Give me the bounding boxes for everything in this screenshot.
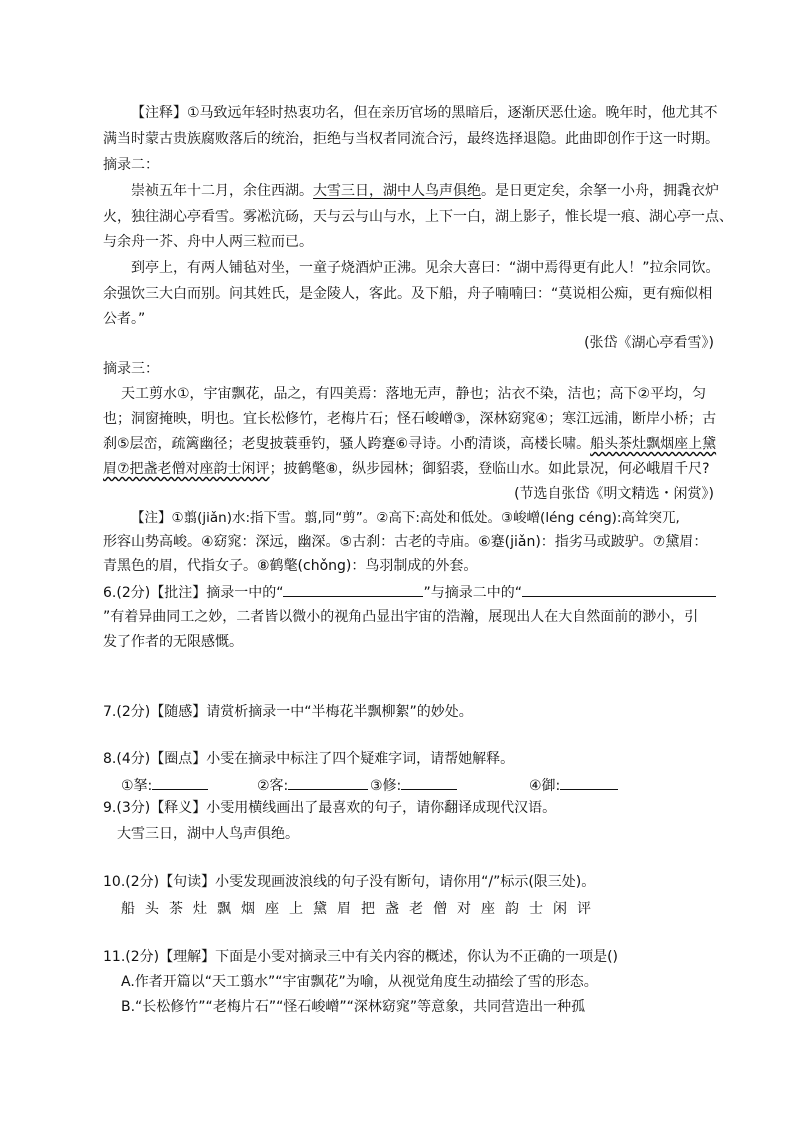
q8-label: ②客: (257, 778, 289, 794)
question-6-line3: 发了作者的无限感慨。 (103, 634, 243, 650)
answer-blank[interactable] (560, 775, 618, 790)
excerpt3-text: ；披鹤氅⑧，纵步园林；御貂裘，登临山水。如此景况，何必峨眉千尺? (269, 461, 710, 477)
excerpt2-text: 。是日更定矣，余拏一小舟，拥毳衣炉 (481, 183, 719, 199)
excerpt2-heading: 摘录二： (103, 157, 159, 173)
question-11: 11.(2分)【理解】下面是小雯对摘录三中有关内容的概述，你认为不正确的一项是() (103, 949, 619, 965)
excerpt3-source: (节选自张岱《明文精选・闲赏》) (514, 486, 714, 502)
excerpt3-note-line3: 青黑色的眉，代指女子。⑧鹤氅(chǒng)：鸟羽制成的外套。 (103, 558, 478, 574)
answer-blank[interactable] (152, 775, 208, 790)
question-9: 9.(3分)【释义】小雯用横线画出了最喜欢的句子，请你翻译成现代汉语。 (103, 800, 557, 816)
question-10: 10.(2分)【句读】小雯发现画波浪线的句子没有断句，请你用“/”标示(限三处)。 (103, 874, 596, 890)
answer-blank[interactable] (522, 582, 716, 597)
excerpt3-heading: 摘录三： (103, 361, 159, 377)
excerpt2-p1-line3: 与余舟一芥、舟中人两三粒而已。 (103, 234, 313, 250)
q8-item-4 (529, 775, 618, 795)
q11-option-b: B.“长松修竹”“老梅片石”“怪石峻嶒”“深林窈窕”等意象，共同营造出一种孤 (121, 999, 586, 1015)
excerpt3-text: 刹⑤层峦，疏篱幽径；老叟披蓑垂钓，骚人跨蹇⑥寻诗。小酌清谈，高楼长啸。 (103, 436, 591, 452)
excerpt2-p1-line2: 火，独往湖心亭看雪。雾凇沆砀，天与云与山与水，上下一白，湖上影子，惟长堤一痕、湖心亭一点、 (103, 209, 733, 225)
question-6-line2: ”有着异曲同工之妙，二者皆以微小的视角凸显出宇宙的浩瀚，展现出人在大自然面前的渺小，引 (103, 609, 699, 625)
q6-text: 6.(2分)【批注】摘录一中的“ (103, 585, 284, 601)
excerpt3-line1: 天工剪水①，宇宙飘花，品之，有四美焉：落地无声，静也；沾衣不染，洁也；高下②平均，匀 (121, 386, 707, 402)
q9-sentence: 大雪三日，湖中人鸟声俱绝。 (117, 826, 299, 842)
excerpt2-p2-line3: 公者。” (103, 311, 146, 327)
q8-item-3 (370, 775, 457, 795)
question-6-line1 (103, 582, 716, 602)
note1-line1: 【注释】①马致远年轻时热衷功名，但在亲历官场的黑暗后，逐渐厌恶仕途。晚年时，他尤其不 (131, 105, 718, 121)
q8-label: ④御: (529, 778, 561, 794)
q11-option-a: A.作者开篇以“天工翦水”“宇宙飘花”为喻，从视觉角度生动描绘了雪的形态。 (121, 974, 598, 990)
excerpt3-note-line1: 【注】①翦(jiǎn)水:指下雪。翦,同“剪”。②高下:高处和低处。③峻嶒(léng céng):高耸突兀, (131, 510, 680, 526)
answer-blank[interactable] (288, 775, 368, 790)
excerpt2-p1-line1 (131, 182, 719, 200)
excerpt2-text: 崇祯五年十二月，余住西湖。 (131, 183, 313, 199)
excerpt3-line4 (103, 460, 710, 478)
q6-text: ”与摘录二中的“ (423, 585, 522, 601)
underlined-sentence: 大雪三日，湖中人鸟声俱绝 (313, 183, 481, 199)
answer-blank[interactable] (401, 775, 457, 790)
excerpt3-line2: 也；洞窗掩映，明也。宜长松修竹，老梅片石；怪石峻嶒③，深林窈窕④；寒江远浦，断岸小桥；古 (103, 411, 717, 427)
excerpt2-p2-line1: 到亭上，有两人铺毡对坐，一童子烧酒炉正沸。见余大喜曰：“湖中焉得更有此人！”拉余同饮。 (131, 260, 720, 276)
excerpt2-source: (张岱《湖心亭看雪》) (584, 335, 714, 351)
question-7: 7.(2分)【随感】请赏析摘录一中“半梅花半飘柳絮”的妙处。 (103, 704, 473, 720)
wavy-underlined-text: 眉⑦把盏老僧对座韵士闲评 (103, 461, 270, 477)
q10-sentence: 船头茶灶飘烟座上黛眉把盏老僧对座韵士闲评 (121, 901, 601, 917)
excerpt2-p2-line2: 余强饮三大白而别。问其姓氏，是金陵人，客此。及下船，舟子喃喃曰：“莫说相公痴，更有痴似相 (103, 286, 713, 302)
q8-label: ①拏: (121, 778, 153, 794)
q8-label: ③修: (370, 778, 402, 794)
answer-blank[interactable] (283, 582, 423, 597)
excerpt3-note-line2: 形容山势高峻。④窈窕：深远，幽深。⑤古刹：古老的寺庙。⑥蹇(jiǎn)：指劣马或跛驴。⑦黛眉： (103, 534, 708, 550)
wavy-underlined-text: 船头茶灶飘烟座上黛 (590, 436, 717, 452)
note1-line2: 满当时蒙古贵族腐败落后的统治，拒绝与当权者同流合污，最终选择退隐。此曲即创作于这一时期。 (103, 131, 719, 147)
q8-item-1 (121, 775, 208, 795)
question-8: 8.(4分)【圈点】小雯在摘录中标注了四个疑难字词，请帮她解释。 (103, 751, 515, 767)
excerpt3-line3 (103, 435, 716, 453)
q8-item-2 (257, 775, 368, 795)
